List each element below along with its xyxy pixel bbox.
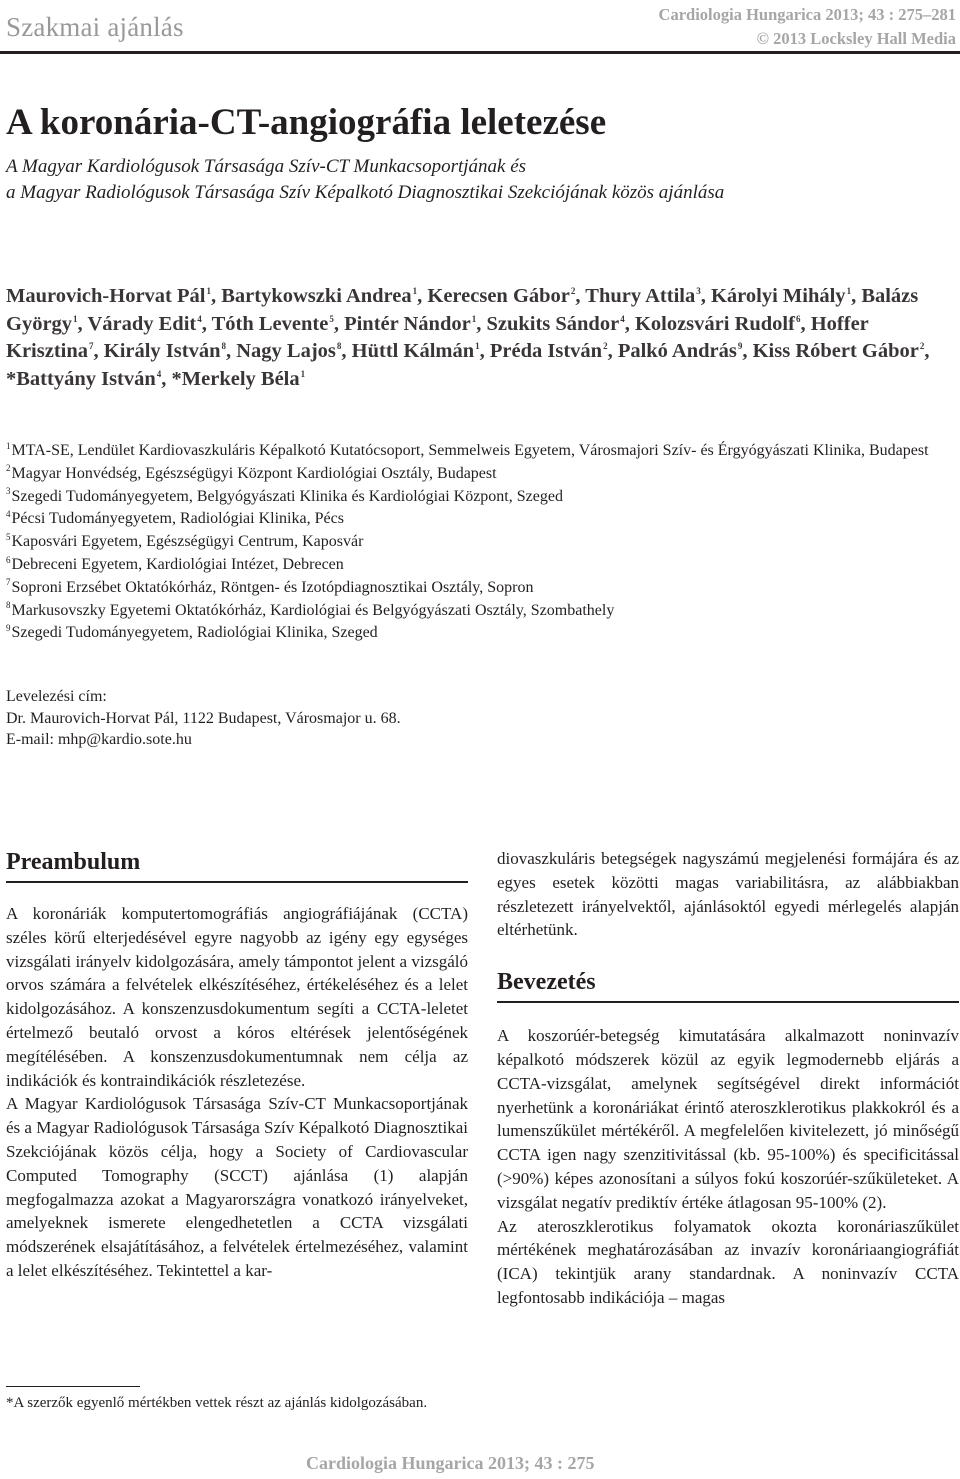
author-name: Bartykowszki Andrea [221, 285, 412, 307]
affiliation-item [6, 554, 946, 577]
author [6, 368, 161, 390]
author [711, 285, 851, 307]
author [753, 340, 925, 362]
author [104, 340, 226, 362]
author-name: Palkó András [617, 340, 737, 362]
author-affiliation-mark: 1 [471, 313, 477, 324]
author-name: Balázs György [6, 285, 919, 335]
subtitle-line: A Magyar Kardiológusok Társasága Szív-CT Munkacsoportjának és [6, 156, 527, 177]
affiliation-text: Szegedi Tudományegyetem, Belgyógyászati Klinika és Kardiológiai Központ, Szeged [11, 487, 563, 505]
author-name: Maurovich-Horvat Pál [6, 285, 206, 307]
correspondence-label: Levelezési cím: [6, 688, 107, 705]
affiliation-text: Kaposvári Egyetem, Egészségügyi Centrum, Kaposvár [11, 533, 364, 551]
author [490, 340, 608, 362]
author-affiliation-mark: 2 [603, 341, 608, 352]
affiliation-text: Soproni Erzsébet Oktatókórház, Röntgen- és Izotópdiagnosztikai Osztály, Sopron [11, 578, 534, 596]
author [344, 313, 476, 335]
affiliation-text: Debreceni Egyetem, Kardiológiai Intézet, Debrecen [11, 555, 344, 573]
author-name: Hoffer Krisztina [6, 312, 869, 362]
affiliation-item [6, 622, 946, 645]
author [486, 313, 624, 335]
author [427, 285, 575, 307]
author [352, 340, 480, 362]
author-affiliation-mark: 1 [846, 286, 852, 297]
affiliation-item [6, 486, 946, 509]
journal-citation: Cardiologia Hungarica 2013; 43 : 275–281 [658, 5, 956, 24]
affiliation-list [6, 440, 946, 645]
author-name: Kiss Róbert Gábor [752, 340, 919, 362]
author-affiliation-mark: 3 [696, 286, 701, 297]
author-affiliation-mark: 9 [737, 341, 743, 352]
correspondence-email[interactable]: E-mail: mhp@kardio.sote.hu [6, 731, 192, 748]
affiliation-number: 9 [6, 623, 11, 634]
footnote-rule [6, 1386, 140, 1387]
author [87, 313, 201, 335]
author-name: Király István [103, 340, 221, 362]
author [635, 313, 801, 335]
affiliation-number: 8 [6, 600, 11, 611]
bevezetes-paragraph: A koszorúér-betegség kimutatására alkalmazott noninvazív képalkotó módszerek közül az egyik legmodernebb eljárás a CCTA-vizsgálat, amelynek segítségével direkt információt nyerhetünk a koronáriákat érintő ateroszklerotikus plakkokról és a lumenszűkület mértékéről. A megfelelően kivitelezett, jó minőségű CCTA igen nagy szenzitivitással (kb. 95-100%) és specificitással (>90%) képes azonosítani a súlyos fokú koszorúér-szűkületeket. A vizsgálat negatív prediktív értéke átlagosan 95-100% (2). [497, 1026, 959, 1212]
preambulum-heading: Preambulum [6, 847, 468, 883]
affiliation-number: 2 [6, 463, 11, 474]
affiliation-text: Markusovszky Egyetemi Oktatókórház, Kardiológiai és Belgyógyászati Osztály, Szombathely [11, 601, 615, 619]
author-affiliation-mark: 6 [795, 313, 801, 324]
left-column [6, 847, 468, 1283]
author-affiliation-mark: 4 [620, 313, 625, 324]
author-name: Tóth Levente [211, 312, 329, 335]
author-name: Károlyi Mihály [710, 285, 846, 307]
bevezetes-paragraph: Az ateroszklerotikus folyamatok okozta koronáriaszűkület mértékének meghatározásában az invazív koronáriaangiográfiát (ICA) tekintjük arany standardnak. A noninvazív CCTA legfontosabb indikációja – magas [497, 1216, 959, 1307]
bevezetes-heading: Bevezetés [497, 967, 959, 1003]
author-affiliation-mark: 1 [475, 341, 480, 352]
affiliation-item [6, 508, 946, 531]
author-list: Maurovich-Horvat Pál$^1$, Bartykowszki Andrea$^1$, Kerecsen Gábor$^2$, Thury Attila$^3$, Károlyi Mihály$^1$, Balázs György$^1$, Várady Edit$^4$, Tóth Levente$^5$, Pintér Nándor$^1$, Szukits Sándor$^4$, Kolozsvári Rudolf$^6$, Hoffer Krisztina$^7$, Király István$^8$, Nagy Lajos$^8$, Hüttl Kálmán$^1$, Préda István$^2$, Palkó András$^9$, Kiss Róbert Gábor$^2$, *Battyány István$^4$, *Merkely Béla$^1$ [6, 285, 930, 390]
author [236, 340, 341, 362]
affiliation-number: 1 [6, 440, 11, 451]
article-title: A koronária-CT-angiográfia leletezése [6, 102, 607, 143]
author-name: Kerecsen Gábor [427, 285, 570, 307]
author [221, 285, 417, 307]
correspondence [6, 686, 401, 751]
author-affiliation-mark: 2 [570, 286, 576, 297]
affiliation-number: 6 [6, 554, 11, 565]
author-affiliation-mark: 5 [329, 313, 334, 324]
right-column [497, 847, 959, 1310]
correspondence-address: Dr. Maurovich-Horvat Pál, 1122 Budapest, Városmajor u. 68. [6, 709, 401, 727]
affiliation-item [6, 440, 946, 463]
preambulum-continuation: diovaszkuláris betegségek nagyszámú megjelenési formájára és az egyes esetek közötti magas variabilitásra, az alábbiakban részletezett irányelvektől, ajánlásoktól egyedi mérlegelés alapján eltérhetünk. [497, 849, 959, 940]
affiliation-number: 3 [6, 486, 11, 497]
author-affiliation-mark: 1 [73, 313, 78, 324]
author-name: Thury Attila [585, 285, 696, 307]
affiliation-item [6, 577, 946, 600]
author-name: *Battyány István [6, 367, 156, 390]
author-affiliation-mark: 7 [89, 341, 94, 352]
author-affiliation-mark: 1 [300, 368, 306, 379]
affiliation-text: Pécsi Tudományegyetem, Radiológiai Klinika, Pécs [11, 510, 344, 528]
affiliation-text: Szegedi Tudományegyetem, Radiológiai Klinika, Szeged [11, 624, 378, 642]
author-name: Nagy Lajos [236, 340, 336, 362]
author-affiliation-mark: 8 [336, 341, 342, 352]
section-label: Szakmai ajánlás [6, 12, 184, 42]
author-name: Szukits Sándor [486, 312, 620, 335]
author [212, 313, 334, 335]
affiliation-number: 7 [6, 577, 11, 588]
affiliation-item [6, 463, 946, 486]
author-affiliation-mark: 2 [919, 341, 925, 352]
footnote: *A szerzők egyenlő mértékben vettek részt az ajánlás kidolgozásában. [6, 1395, 428, 1411]
article-subtitle [6, 154, 724, 206]
author [618, 340, 743, 362]
author-name: Pintér Nándor [344, 312, 471, 335]
page-footer: Cardiologia Hungarica 2013; 43 : 275 [306, 1453, 595, 1473]
header-rule [0, 51, 960, 54]
author [585, 285, 700, 307]
author [172, 368, 306, 390]
subtitle-line: a Magyar Radiológusok Társasága Szív Képalkotó Diagnosztikai Szekciójának közös ajánlása [6, 182, 725, 203]
author-affiliation-mark: 8 [221, 341, 226, 352]
author-name: Kolozsvári Rudolf [634, 312, 795, 335]
author-name: Préda István [489, 340, 603, 362]
author-name: *Merkely Béla [171, 367, 300, 390]
preambulum-paragraph: A koronáriák komputertomográfiás angiográfiájának (CCTA) széles körű elterjedésével egyre nagyobb az igény egy egységes vizsgálati irányelv kidolgozására, amely támpontot jelent a vizsgáló orvos számára a felvételek elkészítéséhez, értékeléséhez és a lelet kidolgozásához. A konszenzusdokumentum segíti a CCTA-leletet értelmező beutaló orvost a kóros eltérések jelentőségének megítélésében. A konszenzusdokumentumnak nem célja az indikációk és kontraindikációk részletezése. [6, 904, 468, 1090]
author-name: Hüttl Kálmán [351, 340, 475, 362]
copyright: © 2013 Locksley Hall Media [756, 29, 956, 48]
affiliation-item [6, 600, 946, 623]
journal-info [659, 3, 956, 51]
affiliation-number: 4 [6, 509, 11, 520]
affiliation-number: 5 [6, 531, 11, 542]
author-name: Várady Edit [87, 312, 197, 335]
affiliation-item [6, 531, 946, 554]
author-affiliation-mark: 1 [206, 286, 211, 297]
affiliation-text: Magyar Honvédség, Egészségügyi Központ Kardiológiai Osztály, Budapest [11, 464, 497, 482]
author [6, 285, 211, 307]
author-affiliation-mark: 4 [156, 368, 162, 379]
author-affiliation-mark: 1 [412, 286, 418, 297]
preambulum-paragraph: A Magyar Kardiológusok Társasága Szív-CT Munkacsoportjának és a Magyar Radiológusok Társasága Szív Képalkotó Diagnosztikai Szekciójának közös célja, hogy a Society of Cardiovascular Computed Tomography (SCCT) ajánlása (1) alapján megfogalmazza azokat a Magyarországra vonatkozó irányelveket, amelyeknek ismerete elengedhetetlen a CCTA vizsgálati módszerének elsajátításához, a felvételek értelmezéséhez, valamint a lelet elkészítéséhez. Tekintettel a kar- [6, 1094, 468, 1280]
affiliation-text: MTA-SE, Lendület Kardiovaszkuláris Képalkotó Kutatócsoport, Semmelweis Egyetem, Városmajori Szív- és Érgyógyászati Klinika, Budapest [11, 442, 929, 459]
author-affiliation-mark: 4 [197, 313, 202, 324]
